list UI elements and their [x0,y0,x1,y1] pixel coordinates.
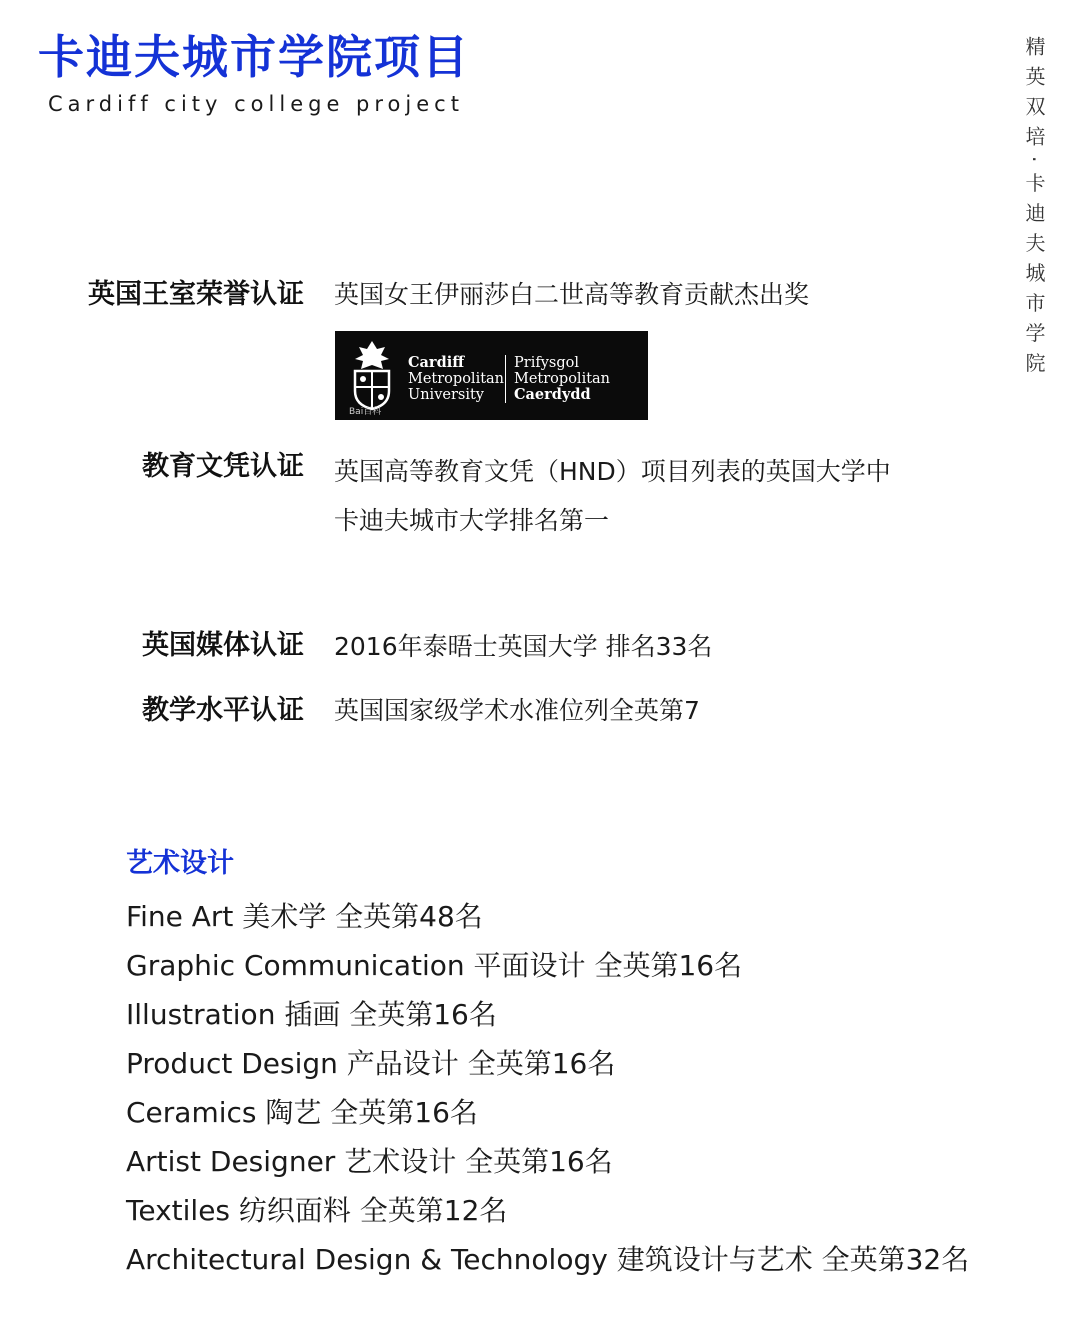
page-subtitle: Cardiff city college project [48,92,464,116]
cert-label-education: 教育文凭认证 [142,451,304,482]
list-item: Ceramics 陶艺 全英第16名 [126,1096,478,1129]
logo-line: Prifysgol [514,355,579,371]
list-item: Graphic Communication 平面设计 全英第16名 [126,949,743,982]
logo-line: Metropolitan [408,371,505,387]
logo-line: Caerdydd [514,386,591,403]
cert-value-media: 2016年泰晤士英国大学 排名33名 [334,632,713,661]
logo-line: University [408,387,484,403]
list-item: Architectural Design & Technology 建筑设计与艺术 全英第32名 [126,1243,970,1276]
vertical-tagline: 精英双培·卡迪夫城市学院 [1022,36,1046,383]
logo-welsh-text [514,355,610,403]
list-item: Fine Art 美术学 全英第48名 [126,900,483,933]
cardiff-met-logo [335,331,648,420]
list-item: Textiles 纺织面料 全英第12名 [126,1194,508,1227]
crest-icon [347,339,397,411]
page-title: 卡迪夫城市学院项目 [38,30,470,84]
course-list [126,892,969,1284]
cert-value-education-1: 英国高等教育文凭（HND）项目列表的英国大学中 [334,457,891,486]
logo-divider [505,355,506,403]
logo-line: Cardiff [408,354,465,371]
list-item: Product Design 产品设计 全英第16名 [126,1047,616,1080]
cert-label-royal: 英国王室荣誉认证 [88,279,304,310]
list-item: Artist Designer 艺术设计 全英第16名 [126,1145,613,1178]
section-title-art: 艺术设计 [126,848,234,879]
cert-value-royal: 英国女王伊丽莎白二世高等教育贡献杰出奖 [334,280,810,309]
cert-label-media: 英国媒体认证 [142,630,304,661]
cert-value-education-2: 卡迪夫城市大学排名第一 [334,506,610,535]
list-item: Illustration 插画 全英第16名 [126,998,497,1031]
logo-line: Metropolitan [514,371,611,387]
watermark-text: Bai百科 [349,407,382,417]
cert-value-teaching: 英国国家级学术水准位列全英第7 [334,696,700,725]
logo-english-text [408,355,504,403]
cert-label-teaching: 教学水平认证 [142,695,304,726]
